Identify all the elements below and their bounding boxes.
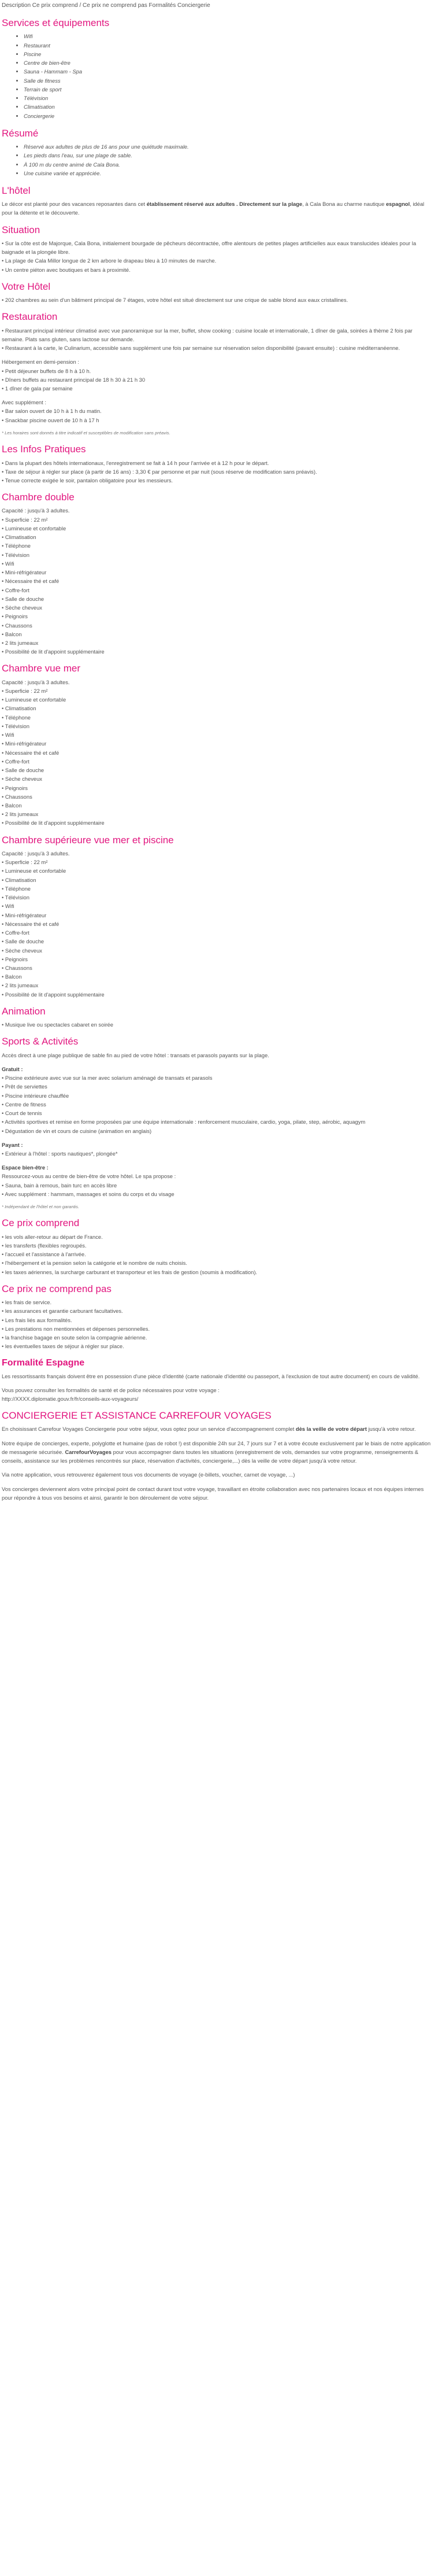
text-line: • Chaussons (2, 793, 32, 800)
conciergerie-p1: En choisissant Carrefour Voyages Conciergerie pour votre séjour, vous optez pour un service d'accompagnement complet dès la veille de votre départ jusqu'à votre retour. (2, 1426, 416, 1433)
text-line: • Superficie : 22 m² (2, 687, 48, 694)
text-line: • Petit déjeuner buffets de 8 h à 10 h. (2, 367, 91, 374)
text-line: • 2 lits jumeaux (2, 639, 39, 646)
situation-lines (2, 239, 432, 274)
conciergerie-p3: Via notre application, vous retrouverez également tous vos documents de voyage (e-billets, voucher, carnet de voyage, ...) (2, 1471, 295, 1478)
text-line: • Possibilité de lit d'appoint supplémentaire (2, 991, 105, 998)
infos-title: Les Infos Pratiques (2, 444, 86, 455)
text-line: • Piscine intérieure chauffée (2, 1092, 69, 1099)
sports-intro: Accès direct à une plage publique de sable fin au pied de votre hôtel : transats et parasols payants sur la plage. (2, 1051, 269, 1058)
text-line: • Télévision (2, 894, 29, 901)
chambre-double-title: Chambre double (2, 492, 75, 503)
chambre-double-lines (2, 506, 432, 656)
restauration-note: * Les horaires sont donnés à titre indicatif et susceptibles de modification sans préavis. (2, 430, 170, 436)
votre-hotel-text: • 202 chambres au sein d'un bâtiment principal de 7 étages, votre hôtel est situé directement sur une crique de sable blond aux eaux cristallines. (2, 297, 348, 304)
text-line: • Snackbar piscine ouvert de 10 h à 17 h (2, 416, 99, 423)
resume-list (2, 142, 432, 178)
text-line: • Les frais liés aux formalités. (2, 1316, 72, 1323)
votre-hotel-title: Votre Hôtel (2, 281, 51, 292)
formalite-p1: Les ressortissants français doivent être en possession d'une pièce d'identité (carte nationale d'identité ou passeport, à l'exclusion de tout autre document) en cours de validité. (2, 1372, 420, 1379)
text-line: • Peignoirs (2, 613, 28, 620)
text-line: • Sauna, bain à remous, bain turc en accès libre (2, 1182, 117, 1189)
espace-lines (2, 1181, 432, 1198)
text-line: • Coffre-fort (2, 929, 29, 936)
description-nav-line: Description Ce prix comprend / Ce prix ne comprend pas Formalités Conciergerie (2, 2, 210, 9)
text-line: • Superficie : 22 m² (2, 859, 48, 866)
text-line: • Sèche cheveux (2, 604, 42, 611)
text-line: • Climatisation (2, 705, 36, 712)
text-line: • Les prestations non mentionnées et dépenses personnelles. (2, 1325, 150, 1332)
ce-prix-lines (2, 1232, 432, 1276)
text-line: • Sèche cheveux (2, 776, 42, 783)
text-line: • Téléphone (2, 714, 31, 721)
text-line: • Climatisation (2, 534, 36, 541)
text-line: Capacité : jusqu'à 3 adultes. (2, 507, 70, 514)
text-line: Capacité : jusqu'à 3 adultes. (2, 850, 70, 857)
ce-prix-title: Ce prix comprend (2, 1217, 80, 1229)
list-item: • Restaurant (24, 41, 432, 50)
text-line: • Coffre-fort (2, 758, 29, 765)
sports-note: * Indépendant de l'hôtel et non garantis. (2, 1204, 80, 1210)
text-line: • les vols aller-retour au départ de France. (2, 1233, 103, 1240)
text-line: • Téléphone (2, 885, 31, 892)
text-line: • Extérieur à l'hôtel : sports nautiques*, plongée* (2, 1150, 118, 1157)
text-line: • Bar salon ouvert de 10 h à 1 h du matin. (2, 408, 102, 415)
hebergement-title: Hébergement en demi-pension : (2, 359, 79, 366)
list-item: • Climatisation (24, 102, 432, 111)
conciergerie-p2: Notre équipe de concierges, experte, polyglotte et humaine (pas de robot !) est disponible 24h sur 24, 7 jours sur 7 et à votre écoute exclusivement par le biais de notre application de messagerie sécurisée. CarrefourVoyages pour vous accompagner dans toutes les situations (enregistrement de vols, demandes sur votre programme, renseignements & conseils, assistance sur les problèmes rencontrés sur place, réservation d'activités, conciergerie,...) dès la veille de votre départ jusqu'à votre retour. (2, 1440, 431, 1464)
text-line: • Nécessaire thé et café (2, 578, 60, 585)
text-line: • Un centre piéton avec boutiques et bars à proximité. (2, 266, 131, 273)
list-item: • Salle de fitness (24, 76, 432, 85)
formalite-title: Formalité Espagne (2, 1357, 85, 1368)
text-line: • Taxe de séjour à régler sur place (à partir de 16 ans) : 3,30 € par personne et par nuit (sous réserve de modification sans préavis). (2, 468, 317, 475)
text-line: • Restaurant à la carte, le Culinarium, accessible sans supplément une fois par semaine sur réservation selon disponibilité (pavant ensuite) : cuisine méditerranéenne. (2, 345, 400, 352)
text-line: • Tenue correcte exigée le soir, pantalon obligatoire pour les messieurs. (2, 477, 173, 484)
text-line: • les assurances et garantie carburant facultatives. (2, 1308, 123, 1315)
chambre-superieure-title: Chambre supérieure vue mer et piscine (2, 834, 174, 846)
animation-title: Animation (2, 1005, 46, 1017)
text-line: • Mini-réfrigérateur (2, 740, 47, 747)
text-line: • les taxes aériennes, la surcharge carburant et transporteur et les frais de gestion (soumis à modification). (2, 1268, 258, 1275)
text-line: • Balcon (2, 973, 22, 980)
espace-intro: Ressourcez-vous au centre de bien-être de votre hôtel. Le spa propose : (2, 1173, 176, 1180)
text-line: • Piscine extérieure avec vue sur la mer avec solarium aménagé de transats et parasols (2, 1075, 213, 1082)
hotel-text: Le décor est planté pour des vacances reposantes dans cet établissement réservé aux adultes . Directement sur la plage, à Cala Bona au charme nautique espagnol, idéal pour la détente et le découverte. (2, 201, 425, 216)
text-line: • Prêt de serviettes (2, 1083, 47, 1090)
text-line: • Centre de fitness (2, 1101, 46, 1108)
list-item: • Wifi (24, 32, 432, 40)
text-line: • les éventuelles taxes de séjour à régler sur place. (2, 1343, 124, 1350)
text-line: • les frais de service. (2, 1299, 52, 1306)
text-line: • Sur la côte est de Majorque, Cala Bona, initialement bourgade de pêcheurs décontractée, offre alentours de petites plages artificielles aux eaux translucides idéales pour la baignade et la plongée libre. (2, 239, 418, 256)
text-line: • 2 lits jumeaux (2, 982, 39, 989)
gratuit-lines (2, 1073, 432, 1135)
text-line: • Possibilité de lit d'appoint supplémentaire (2, 820, 105, 826)
list-item: • Piscine (24, 50, 432, 58)
text-line: • Lumineuse et confortable (2, 868, 66, 874)
list-item: • À 100 m du centre animé de Cala Bona. (24, 160, 432, 169)
text-line: • l'accueil et l'assistance à l'arrivée. (2, 1251, 86, 1258)
text-line: • Coffre-fort (2, 586, 29, 593)
text-line: • Superficie : 22 m² (2, 516, 48, 523)
text-line: • Chaussons (2, 964, 32, 971)
text-line: • Salle de douche (2, 938, 44, 945)
text-line: • Nécessaire thé et café (2, 920, 60, 927)
text-line: • Télévision (2, 722, 29, 729)
text-line: • Télévision (2, 551, 29, 558)
text-line: • Mini-réfrigérateur (2, 569, 47, 576)
text-line: • Possibilité de lit d'appoint supplémentaire (2, 648, 105, 655)
text-line: • Téléphone (2, 542, 31, 549)
text-line: • Balcon (2, 802, 22, 809)
list-item: • Les pieds dans l'eau, sur une plage de sable. (24, 151, 432, 160)
text-line: • Wifi (2, 903, 14, 910)
text-line: • Mini-réfrigérateur (2, 911, 47, 918)
list-item: • Télévision (24, 94, 432, 102)
formalite-link[interactable]: http://XXXX.diplomatie.gouv.fr/fr/conseils-aux-voyageurs/ (2, 1396, 139, 1402)
payant-lines (2, 1149, 432, 1158)
text-line: Capacité : jusqu'à 3 adultes. (2, 678, 70, 685)
text-line: • Lumineuse et confortable (2, 525, 66, 532)
ce-prix-pas-title: Ce prix ne comprend pas (2, 1283, 112, 1294)
text-line: • Restaurant principal intérieur climatisé avec vue panoramique sur la mer, buffet, show cooking : cuisine locale et internationale, 1 dîner de gala, soirées à thème 2 fois par semaine. Plats sans gluten, sans lactose sur demande. (2, 327, 414, 342)
text-line: • Activités sportives et remise en forme proposées par une équipe internationale : renforcement musculaire, cardio, yoga, pilate, step, aérobic, aquagym (2, 1119, 366, 1125)
list-item: • Sauna - Hammam - Spa (24, 67, 432, 76)
conciergerie-title: CONCIERGERIE ET ASSISTANCE CARREFOUR VOYAGES (2, 1410, 272, 1422)
resume-title: Résumé (2, 127, 39, 139)
list-item: • Réservé aux adultes de plus de 16 ans pour une quiétude maximale. (24, 142, 432, 151)
animation-text: • Musique live ou spectacles cabaret en soirée (2, 1021, 113, 1028)
text-line: • Lumineuse et confortable (2, 696, 66, 703)
list-item: • Une cuisine variée et appréciée. (24, 169, 432, 178)
text-line: • 1 dîner de gala par semaine (2, 385, 73, 392)
list-item: • Terrain de sport (24, 85, 432, 94)
gratuit-title: Gratuit : (2, 1065, 23, 1072)
text-line: • La plage de Cala Millor longue de 2 km arbore le drapeau bleu à 10 minutes de marche. (2, 257, 217, 264)
list-item: • Centre de bien-être (24, 58, 432, 67)
text-line: • Court de tennis (2, 1110, 42, 1117)
text-line: • Climatisation (2, 876, 36, 883)
text-line: • Wifi (2, 560, 14, 567)
text-line: • Dîners buffets au restaurant principal de 18 h 30 à 21 h 30 (2, 376, 146, 383)
services-list (2, 32, 432, 120)
list-item: • Conciergerie (24, 112, 432, 120)
text-line: • la franchise bagage en soute selon la compagnie aérienne. (2, 1334, 147, 1341)
situation-title: Situation (2, 224, 40, 235)
espace-title: Espace bien-être : (2, 1164, 49, 1171)
text-line: • Wifi (2, 732, 14, 739)
text-line: • Avec supplément : hammam, massages et soins du corps et du visage (2, 1190, 175, 1197)
payant-title: Payant : (2, 1141, 23, 1148)
text-line: • Dans la plupart des hôtels internationaux, l'enregistrement se fait à 14 h pour l'arrivée et à 12 h pour le départ. (2, 459, 269, 466)
avec-supplement-title: Avec supplément : (2, 399, 46, 406)
chambre-vue-mer-title: Chambre vue mer (2, 663, 81, 674)
text-line: • les transferts (flexibles regroupés. (2, 1242, 87, 1249)
text-line: • l'hébergement et la pension selon la catégorie et le nombre de nuits choisis. (2, 1260, 187, 1267)
text-line: • Chaussons (2, 622, 32, 629)
ce-prix-pas-lines (2, 1298, 432, 1350)
infos-lines (2, 459, 432, 485)
text-line: • Dégustation de vin et cours de cuisine (animation en anglais) (2, 1127, 152, 1134)
hotel-title: L'hôtel (2, 184, 31, 196)
text-line: • Sèche cheveux (2, 947, 42, 954)
text-line: • Nécessaire thé et café (2, 749, 60, 756)
text-line: • Salle de douche (2, 595, 44, 602)
text-line: • Salle de douche (2, 767, 44, 774)
text-line: • 2 lits jumeaux (2, 811, 39, 818)
text-line: • Peignoirs (2, 955, 28, 962)
chambre-superieure-lines (2, 849, 432, 999)
services-title: Services et équipements (2, 17, 110, 29)
avec-supplement-lines (2, 407, 432, 424)
restauration-lines (2, 326, 432, 353)
sports-title: Sports & Activités (2, 1036, 79, 1047)
text-line: • Peignoirs (2, 784, 28, 791)
conciergerie-p4: Vos concierges deviennent alors votre principal point de contact durant tout votre voyage, travaillant en étroite collaboration avec nos partenaires locaux et nos équipes internes pour répondre à tous vos besoins et ainsi, garantir le bon déroulement de votre séjour. (2, 1485, 424, 1501)
hebergement-lines (2, 367, 432, 393)
restauration-title: Restauration (2, 311, 58, 323)
text-line: • Balcon (2, 630, 22, 637)
formalite-p2: Vous pouvez consulter les formalités de santé et de police nécessaires pour votre voyage : (2, 1386, 220, 1393)
chambre-vue-mer-lines (2, 678, 432, 828)
